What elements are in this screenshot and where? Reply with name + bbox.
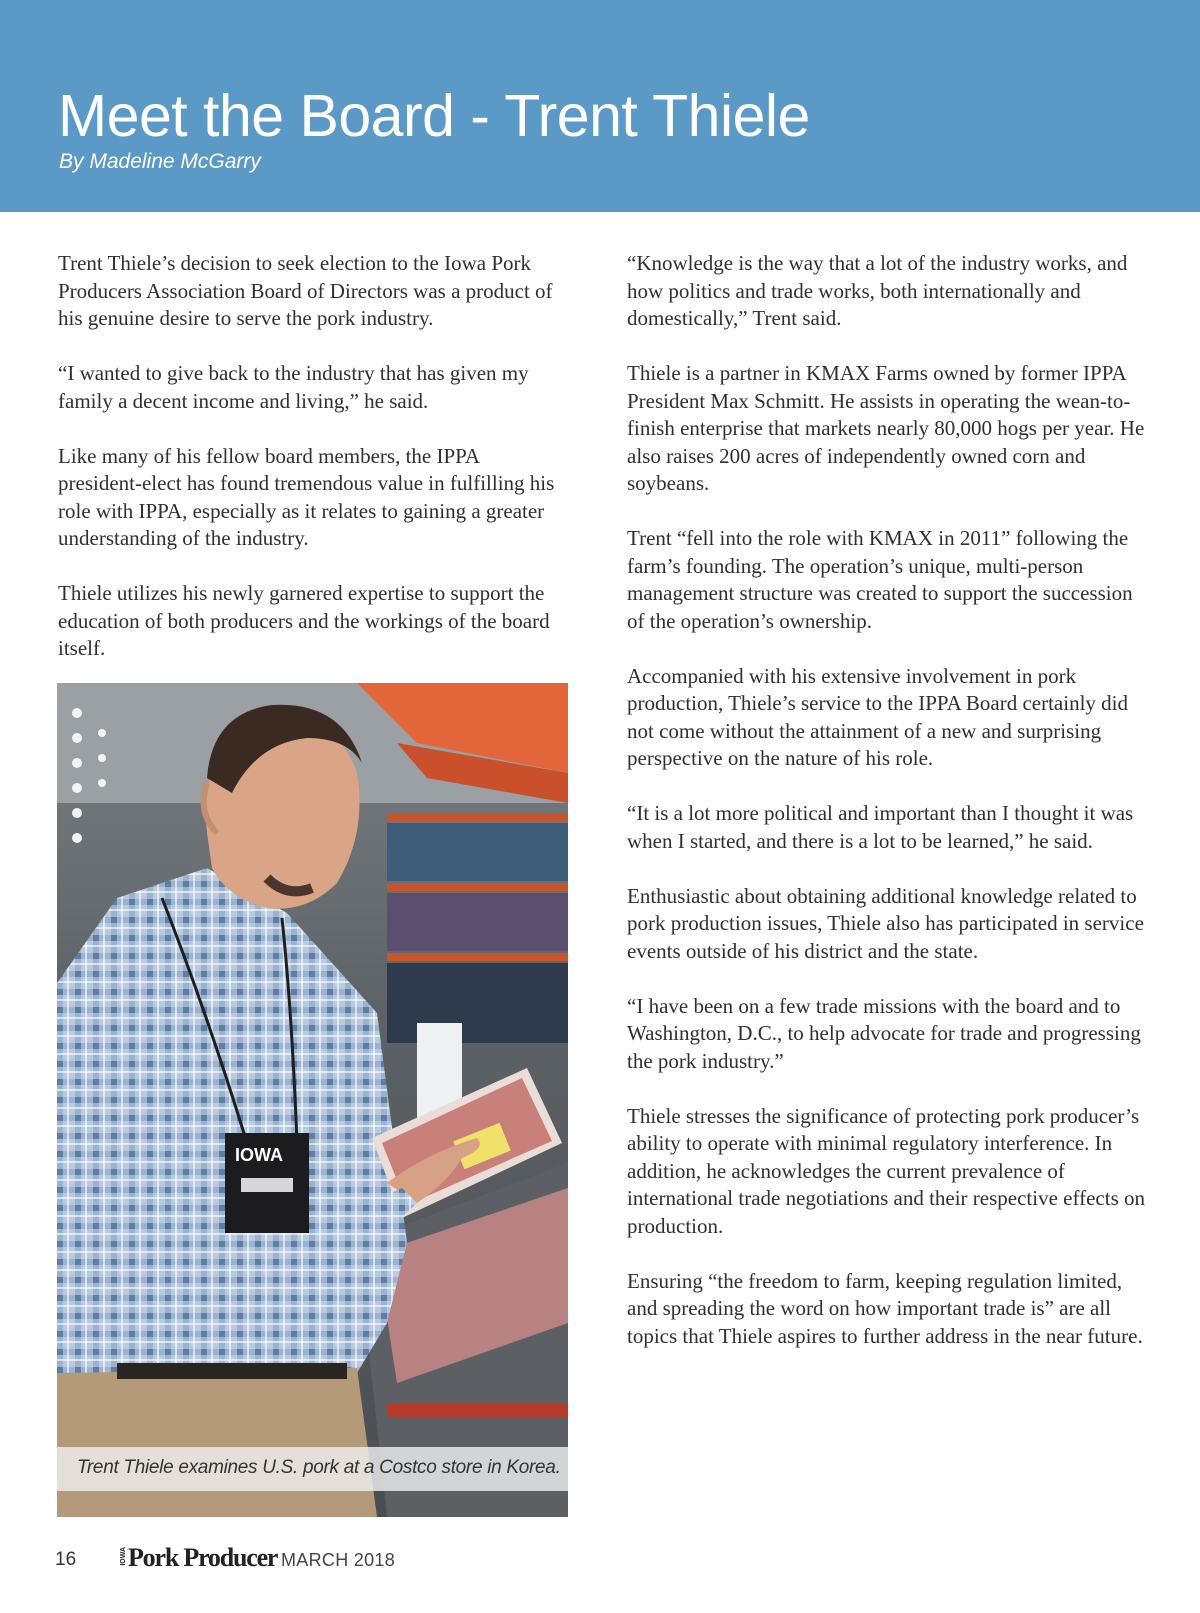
issue-date: MARCH 2018	[281, 1550, 396, 1570]
paragraph: Accompanied with his extensive involvement in pork production, Thiele’s service to the IPPA Board certainly did not come without the attainment of a new and surprising perspective on the nature of his role.	[627, 663, 1128, 770]
magazine-logo	[120, 1543, 277, 1573]
magazine-logo-small: IOWA	[120, 1547, 127, 1566]
badge-text: IOWA	[235, 1145, 283, 1165]
photo-illustration	[57, 683, 568, 1517]
paragraph: Thiele is a partner in KMAX Farms owned by former IPPA President Max Schmitt. He assists in operating the wean-to-finish enterprise that markets nearly 80,000 hogs per year. He also raises 200 acres of independently owned corn and soybeans.	[627, 361, 1145, 495]
paragraph: Trent “fell into the role with KMAX in 2011” following the farm’s founding. The operation’s unique, multi-person management structure was created to support the succession of the operation’s ownership.	[627, 526, 1133, 633]
paragraph: Thiele utilizes his newly garnered expertise to support the education of both producers and the workings of the board itself.	[58, 581, 550, 660]
article-left-column	[58, 250, 568, 690]
paragraph: “It is a lot more political and important than I thought it was when I started, and there is a lot to be learned,” he said.	[627, 801, 1134, 853]
paragraph: Enthusiastic about obtaining additional knowledge related to pork production issues, Thiele also has participated in service events outside of his district and the state.	[627, 883, 1144, 963]
caption-bar	[57, 1447, 568, 1491]
paragraph: Trent Thiele’s decision to seek election to the Iowa Pork Producers Association Board of Directors was a product of his genuine desire to serve the pork industry.	[58, 251, 553, 330]
header-band	[0, 0, 1200, 212]
article-photo	[57, 683, 568, 1517]
page-title: Meet the Board - Trent Thiele	[58, 83, 810, 149]
page-number: 16	[55, 1549, 77, 1570]
photo-caption: Trent Thiele examines U.S. pork at a Costco store in Korea.	[77, 1457, 561, 1478]
paragraph: Thiele stresses the significance of protecting pork producer’s ability to operate with minimal regulatory interference. In addition, he acknowledges the current prevalence of international trade negotiations and their respective effects on production.	[627, 1103, 1145, 1238]
byline: By Madeline McGarry	[59, 150, 261, 173]
paragraph: “Knowledge is the way that a lot of the industry works, and how politics and trade works, both internationally and domestically,” Trent said.	[627, 251, 1128, 330]
paragraph: “I wanted to give back to the industry that has given my family a decent income and living,” he said.	[58, 361, 529, 413]
paragraph: Ensuring “the freedom to farm, keeping regulation limited, and spreading the word on how important trade is” are all topics that Thiele aspires to further address in the near future.	[627, 1268, 1143, 1348]
article-right-column	[627, 250, 1147, 1378]
paragraph: “I have been on a few trade missions with the board and to Washington, D.C., to help advocate for trade and progressing the pork industry.”	[627, 993, 1141, 1073]
paragraph: Like many of his fellow board members, the IPPA president-elect has found tremendous value in fulfilling his role with IPPA, especially as it relates to gaining a greater understanding of the industry.	[58, 443, 555, 550]
page-footer	[55, 1545, 655, 1575]
magazine-name: Pork Producer	[128, 1543, 278, 1572]
